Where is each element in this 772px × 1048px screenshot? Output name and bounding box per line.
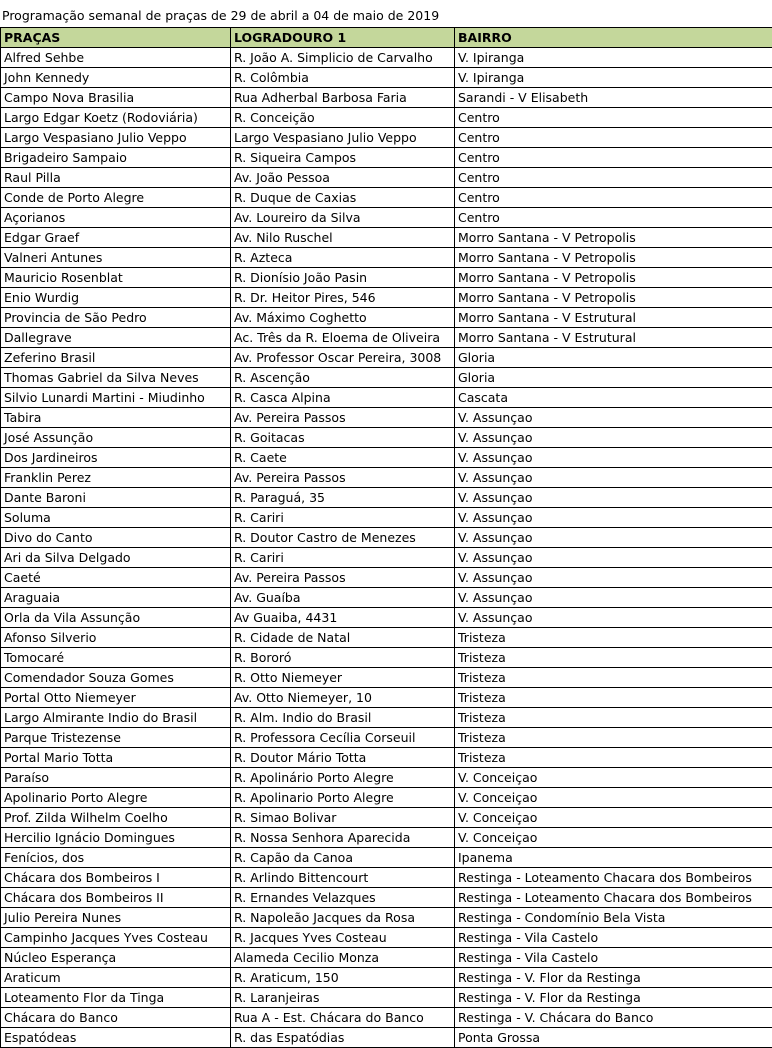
- cell-logradouro[interactable]: R. Otto Niemeyer: [231, 668, 455, 688]
- cell-bairro[interactable]: Restinga - Loteamento Chacara dos Bombeiros: [455, 868, 772, 888]
- cell-praca[interactable]: Mauricio Rosenblat: [1, 268, 231, 288]
- cell-bairro[interactable]: Centro: [455, 188, 772, 208]
- table-row: [1, 48, 772, 68]
- cell-logradouro[interactable]: Av. Pereira Passos: [231, 568, 455, 588]
- cell-logradouro[interactable]: Rua Adherbal Barbosa Faria: [231, 88, 455, 108]
- table-row: [1, 588, 772, 608]
- cell-bairro[interactable]: V. Conceiçao: [455, 788, 772, 808]
- cell-logradouro[interactable]: R. Laranjeiras: [231, 988, 455, 1008]
- cell-logradouro[interactable]: Av. João Pessoa: [231, 168, 455, 188]
- table-row: [1, 1008, 772, 1028]
- cell-bairro[interactable]: V. Assunçao: [455, 548, 772, 568]
- table-row: [1, 328, 772, 348]
- cell-praca[interactable]: Campinho Jacques Yves Costeau: [1, 928, 231, 948]
- cell-logradouro[interactable]: R. Cariri: [231, 548, 455, 568]
- table-row: [1, 108, 772, 128]
- cell-praca[interactable]: John Kennedy: [1, 68, 231, 88]
- cell-logradouro[interactable]: R. Simao Bolivar: [231, 808, 455, 828]
- cell-logradouro[interactable]: Alameda Cecilio Monza: [231, 948, 455, 968]
- cell-bairro[interactable]: Ponta Grossa: [455, 1028, 772, 1048]
- cell-praca[interactable]: Loteamento Flor da Tinga: [1, 988, 231, 1008]
- cell-bairro[interactable]: Tristeza: [455, 708, 772, 728]
- cell-bairro[interactable]: Tristeza: [455, 688, 772, 708]
- cell-praca[interactable]: Apolinario Porto Alegre: [1, 788, 231, 808]
- cell-praca[interactable]: Orla da Vila Assunção: [1, 608, 231, 628]
- table-row: [1, 648, 772, 668]
- cell-bairro[interactable]: Gloria: [455, 368, 772, 388]
- table-row: [1, 68, 772, 88]
- table-row: [1, 608, 772, 628]
- cell-logradouro[interactable]: R. Paraguá, 35: [231, 488, 455, 508]
- cell-bairro[interactable]: Morro Santana - V Petropolis: [455, 248, 772, 268]
- schedule-table: [0, 27, 772, 1048]
- table-row: [1, 668, 772, 688]
- cell-logradouro[interactable]: R. Goitacas: [231, 428, 455, 448]
- cell-logradouro[interactable]: R. Apolinário Porto Alegre: [231, 768, 455, 788]
- cell-bairro[interactable]: Tristeza: [455, 668, 772, 688]
- table-row: [1, 548, 772, 568]
- cell-praca[interactable]: Thomas Gabriel da Silva Neves: [1, 368, 231, 388]
- table-row: [1, 348, 772, 368]
- table-row: [1, 768, 772, 788]
- cell-bairro[interactable]: V. Ipiranga: [455, 68, 772, 88]
- cell-praca[interactable]: Araticum: [1, 968, 231, 988]
- cell-praca[interactable]: Edgar Graef: [1, 228, 231, 248]
- cell-praca[interactable]: Soluma: [1, 508, 231, 528]
- cell-logradouro[interactable]: R. Ernandes Velazques: [231, 888, 455, 908]
- cell-logradouro[interactable]: Av. Máximo Coghetto: [231, 308, 455, 328]
- cell-logradouro[interactable]: R. Cariri: [231, 508, 455, 528]
- cell-bairro[interactable]: Centro: [455, 128, 772, 148]
- table-row: [1, 488, 772, 508]
- table-row: [1, 708, 772, 728]
- cell-praca[interactable]: Prof. Zilda Wilhelm Coelho: [1, 808, 231, 828]
- table-row: [1, 728, 772, 748]
- cell-praca[interactable]: Paraíso: [1, 768, 231, 788]
- table-row: [1, 428, 772, 448]
- cell-praca[interactable]: José Assunção: [1, 428, 231, 448]
- table-row: [1, 848, 772, 868]
- cell-praca[interactable]: Dallegrave: [1, 328, 231, 348]
- table-body: [1, 48, 772, 1048]
- table-row: [1, 808, 772, 828]
- cell-praca[interactable]: Tomocaré: [1, 648, 231, 668]
- table-row: [1, 868, 772, 888]
- cell-bairro[interactable]: Centro: [455, 168, 772, 188]
- table-row: [1, 828, 772, 848]
- table-row: [1, 528, 772, 548]
- table-row: [1, 128, 772, 148]
- table-row: [1, 928, 772, 948]
- cell-praca[interactable]: Silvio Lunardi Martini - Miudinho: [1, 388, 231, 408]
- cell-logradouro[interactable]: Av. Nilo Ruschel: [231, 228, 455, 248]
- cell-bairro[interactable]: Tristeza: [455, 728, 772, 748]
- cell-praca[interactable]: Franklin Perez: [1, 468, 231, 488]
- cell-logradouro[interactable]: R. Jacques Yves Costeau: [231, 928, 455, 948]
- cell-praca[interactable]: Julio Pereira Nunes: [1, 908, 231, 928]
- cell-logradouro[interactable]: R. Cidade de Natal: [231, 628, 455, 648]
- cell-logradouro[interactable]: R. das Espatódias: [231, 1028, 455, 1048]
- cell-logradouro[interactable]: Av. Loureiro da Silva: [231, 208, 455, 228]
- cell-logradouro[interactable]: Rua A - Est. Chácara do Banco: [231, 1008, 455, 1028]
- cell-praca[interactable]: Enio Wurdig: [1, 288, 231, 308]
- table-row: [1, 168, 772, 188]
- table-row: [1, 288, 772, 308]
- cell-bairro[interactable]: Restinga - Condomínio Bela Vista: [455, 908, 772, 928]
- cell-logradouro[interactable]: R. Napoleão Jacques da Rosa: [231, 908, 455, 928]
- cell-logradouro[interactable]: R. João A. Simplicio de Carvalho: [231, 48, 455, 68]
- table-row: [1, 408, 772, 428]
- table-row: [1, 308, 772, 328]
- sheet-title: Programação semanal de praças de 29 de abril a 04 de maio de 2019: [2, 8, 440, 23]
- table-row: [1, 888, 772, 908]
- cell-bairro[interactable]: V. Assunçao: [455, 408, 772, 428]
- table-row: [1, 748, 772, 768]
- cell-logradouro[interactable]: R. Doutor Mário Totta: [231, 748, 455, 768]
- cell-logradouro[interactable]: R. Dionísio João Pasin: [231, 268, 455, 288]
- cell-bairro[interactable]: V. Assunçao: [455, 468, 772, 488]
- table-row: [1, 988, 772, 1008]
- cell-logradouro[interactable]: R. Casca Alpina: [231, 388, 455, 408]
- cell-logradouro[interactable]: R. Colômbia: [231, 68, 455, 88]
- table-row: [1, 568, 772, 588]
- table-row: [1, 1028, 772, 1048]
- cell-praca[interactable]: Fenícios, dos: [1, 848, 231, 868]
- cell-praca[interactable]: Afonso Silverio: [1, 628, 231, 648]
- cell-praca[interactable]: Hercilio Ignácio Domingues: [1, 828, 231, 848]
- cell-logradouro[interactable]: Ac. Três da R. Eloema de Oliveira: [231, 328, 455, 348]
- cell-bairro[interactable]: V. Assunçao: [455, 608, 772, 628]
- cell-bairro[interactable]: V. Assunçao: [455, 528, 772, 548]
- cell-logradouro[interactable]: R. Bororó: [231, 648, 455, 668]
- table-row: [1, 368, 772, 388]
- table-row: [1, 248, 772, 268]
- cell-logradouro[interactable]: Av. Otto Niemeyer, 10: [231, 688, 455, 708]
- cell-bairro[interactable]: Restinga - V. Flor da Restinga: [455, 968, 772, 988]
- cell-bairro[interactable]: Tristeza: [455, 748, 772, 768]
- cell-bairro[interactable]: Restinga - V. Chácara do Banco: [455, 1008, 772, 1028]
- cell-bairro[interactable]: Cascata: [455, 388, 772, 408]
- cell-praca[interactable]: Parque Tristezense: [1, 728, 231, 748]
- column-header-pracas[interactable]: PRAÇAS: [1, 28, 231, 48]
- table-row: [1, 948, 772, 968]
- table-row: [1, 688, 772, 708]
- cell-logradouro[interactable]: Av. Professor Oscar Pereira, 3008: [231, 348, 455, 368]
- cell-praca[interactable]: Espatódeas: [1, 1028, 231, 1048]
- table-row: [1, 188, 772, 208]
- cell-praca[interactable]: Portal Mario Totta: [1, 748, 231, 768]
- cell-praca[interactable]: Caeté: [1, 568, 231, 588]
- cell-logradouro[interactable]: R. Conceição: [231, 108, 455, 128]
- cell-logradouro[interactable]: R. Arlindo Bittencourt: [231, 868, 455, 888]
- cell-praca[interactable]: Araguaia: [1, 588, 231, 608]
- cell-bairro[interactable]: Tristeza: [455, 628, 772, 648]
- table-row: [1, 908, 772, 928]
- table-row: [1, 968, 772, 988]
- cell-bairro[interactable]: Morro Santana - V Petropolis: [455, 288, 772, 308]
- cell-bairro[interactable]: V. Assunçao: [455, 508, 772, 528]
- cell-bairro[interactable]: Restinga - V. Flor da Restinga: [455, 988, 772, 1008]
- table-row: [1, 228, 772, 248]
- cell-bairro[interactable]: V. Assunçao: [455, 488, 772, 508]
- cell-bairro[interactable]: Ipanema: [455, 848, 772, 868]
- cell-bairro[interactable]: V. Assunçao: [455, 428, 772, 448]
- cell-praca[interactable]: Chácara dos Bombeiros I: [1, 868, 231, 888]
- table-row: [1, 148, 772, 168]
- cell-praca[interactable]: Dos Jardineiros: [1, 448, 231, 468]
- table-row: [1, 388, 772, 408]
- table-row: [1, 268, 772, 288]
- cell-bairro[interactable]: V. Conceiçao: [455, 828, 772, 848]
- cell-praca[interactable]: Provincia de São Pedro: [1, 308, 231, 328]
- cell-praca[interactable]: Conde de Porto Alegre: [1, 188, 231, 208]
- table-row: [1, 468, 772, 488]
- cell-bairro[interactable]: Morro Santana - V Petropolis: [455, 268, 772, 288]
- table-row: [1, 208, 772, 228]
- table-header-row: [1, 28, 772, 48]
- cell-praca[interactable]: Dante Baroni: [1, 488, 231, 508]
- cell-bairro[interactable]: V. Assunçao: [455, 568, 772, 588]
- cell-logradouro[interactable]: R. Duque de Caxias: [231, 188, 455, 208]
- cell-bairro[interactable]: Restinga - Vila Castelo: [455, 928, 772, 948]
- cell-logradouro[interactable]: R. Professora Cecília Corseuil: [231, 728, 455, 748]
- column-header-bairro[interactable]: BAIRRO: [455, 28, 772, 48]
- cell-logradouro[interactable]: R. Ascenção: [231, 368, 455, 388]
- cell-bairro[interactable]: Restinga - Vila Castelo: [455, 948, 772, 968]
- table-row: [1, 448, 772, 468]
- cell-bairro[interactable]: V. Ipiranga: [455, 48, 772, 68]
- cell-logradouro[interactable]: R. Capão da Canoa: [231, 848, 455, 868]
- table-row: [1, 88, 772, 108]
- cell-praca[interactable]: Raul Pilla: [1, 168, 231, 188]
- cell-praca[interactable]: Brigadeiro Sampaio: [1, 148, 231, 168]
- cell-praca[interactable]: Núcleo Esperança: [1, 948, 231, 968]
- cell-logradouro[interactable]: R. Caete: [231, 448, 455, 468]
- cell-logradouro[interactable]: Av. Pereira Passos: [231, 408, 455, 428]
- cell-praca[interactable]: Alfred Sehbe: [1, 48, 231, 68]
- cell-bairro[interactable]: Centro: [455, 208, 772, 228]
- cell-logradouro[interactable]: R. Araticum, 150: [231, 968, 455, 988]
- cell-logradouro[interactable]: Av. Pereira Passos: [231, 468, 455, 488]
- cell-praca[interactable]: Zeferino Brasil: [1, 348, 231, 368]
- cell-bairro[interactable]: V. Conceiçao: [455, 768, 772, 788]
- table-row: [1, 788, 772, 808]
- cell-praca[interactable]: Divo do Canto: [1, 528, 231, 548]
- cell-praca[interactable]: Portal Otto Niemeyer: [1, 688, 231, 708]
- cell-logradouro[interactable]: R. Apolinario Porto Alegre: [231, 788, 455, 808]
- cell-logradouro[interactable]: R. Azteca: [231, 248, 455, 268]
- cell-logradouro[interactable]: Av Guaiba, 4431: [231, 608, 455, 628]
- cell-praca[interactable]: Chácara do Banco: [1, 1008, 231, 1028]
- cell-logradouro[interactable]: R. Alm. Indio do Brasil: [231, 708, 455, 728]
- cell-bairro[interactable]: Centro: [455, 108, 772, 128]
- cell-bairro[interactable]: Restinga - Loteamento Chacara dos Bombeiros: [455, 888, 772, 908]
- cell-praca[interactable]: Chácara dos Bombeiros II: [1, 888, 231, 908]
- cell-logradouro[interactable]: R. Dr. Heitor Pires, 546: [231, 288, 455, 308]
- cell-bairro[interactable]: Morro Santana - V Petropolis: [455, 228, 772, 248]
- cell-bairro[interactable]: Morro Santana - V Estrutural: [455, 308, 772, 328]
- cell-logradouro[interactable]: Av. Guaíba: [231, 588, 455, 608]
- cell-praca[interactable]: Largo Almirante Indio do Brasil: [1, 708, 231, 728]
- cell-bairro[interactable]: V. Assunçao: [455, 588, 772, 608]
- cell-logradouro[interactable]: R. Doutor Castro de Menezes: [231, 528, 455, 548]
- cell-praca[interactable]: Campo Nova Brasilia: [1, 88, 231, 108]
- column-header-logradouro[interactable]: LOGRADOURO 1: [231, 28, 455, 48]
- cell-bairro[interactable]: Morro Santana - V Estrutural: [455, 328, 772, 348]
- cell-praca[interactable]: Largo Vespasiano Julio Veppo: [1, 128, 231, 148]
- cell-bairro[interactable]: Sarandi - V Elisabeth: [455, 88, 772, 108]
- cell-logradouro[interactable]: Largo Vespasiano Julio Veppo: [231, 128, 455, 148]
- table-row: [1, 628, 772, 648]
- cell-bairro[interactable]: Centro: [455, 148, 772, 168]
- cell-bairro[interactable]: Tristeza: [455, 648, 772, 668]
- cell-bairro[interactable]: V. Assunçao: [455, 448, 772, 468]
- cell-praca[interactable]: Açorianos: [1, 208, 231, 228]
- cell-bairro[interactable]: V. Conceiçao: [455, 808, 772, 828]
- cell-bairro[interactable]: Gloria: [455, 348, 772, 368]
- cell-praca[interactable]: Valneri Antunes: [1, 248, 231, 268]
- cell-logradouro[interactable]: R. Siqueira Campos: [231, 148, 455, 168]
- cell-praca[interactable]: Tabira: [1, 408, 231, 428]
- table-row: [1, 508, 772, 528]
- cell-logradouro[interactable]: R. Nossa Senhora Aparecida: [231, 828, 455, 848]
- cell-praca[interactable]: Ari da Silva Delgado: [1, 548, 231, 568]
- cell-praca[interactable]: Comendador Souza Gomes: [1, 668, 231, 688]
- cell-praca[interactable]: Largo Edgar Koetz (Rodoviária): [1, 108, 231, 128]
